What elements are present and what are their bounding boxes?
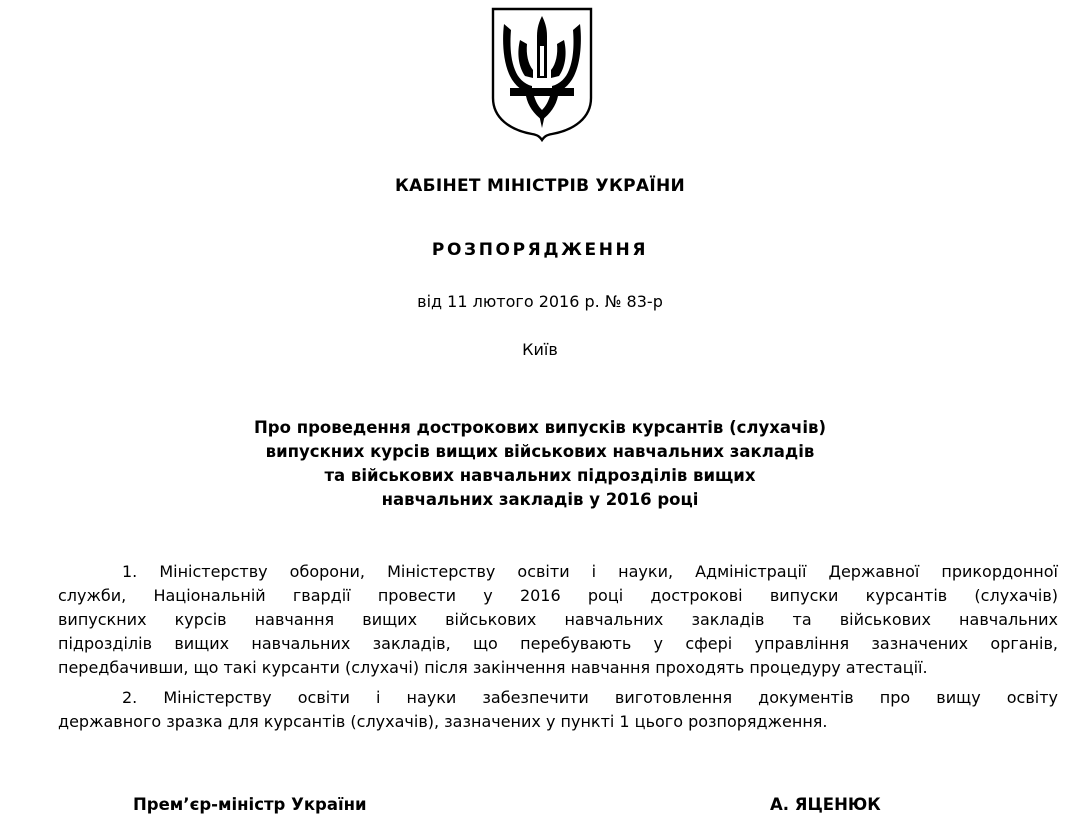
title-line: випускних курсів вищих військових навчальних закладів (265, 442, 815, 461)
trident-coat-of-arms-icon (490, 6, 594, 142)
title-line: навчальних закладів у 2016 році (381, 490, 699, 509)
paragraph-line: 1. Міністерству оборони, Міністерству освіти і науки, Адміністрації Державної прикордонної (122, 562, 1058, 581)
paragraph-1 (58, 560, 1058, 680)
paragraph-line: служби, Національній гвардії провести у 2016 році дострокові випуски курсантів (слухачів) (58, 586, 1058, 605)
date-and-number: від 11 лютого 2016 р. № 83-р (417, 292, 663, 311)
paragraph-line: підрозділів вищих навчальних закладів, що перебувають у сфері управління зазначених органів, (58, 634, 1058, 653)
issuing-authority: КАБІНЕТ МІНІСТРІВ УКРАЇНИ (394, 176, 686, 196)
paragraph-line: 2. Міністерству освіти і науки забезпечити виготовлення документів про вищу освіту (122, 688, 1058, 707)
document-title (140, 416, 940, 512)
signatory-name: А. ЯЦЕНЮК (770, 795, 881, 814)
document-body (58, 560, 1058, 740)
title-line: Про проведення дострокових випусків курсантів (слухачів) (254, 418, 826, 437)
city: Київ (522, 340, 558, 359)
paragraph-line: державного зразка для курсантів (слухачів), зазначених у пункті 1 цього розпорядження. (58, 712, 828, 731)
signatory-position: Прем’єр-міністр України (133, 795, 367, 814)
title-line: та військових навчальних підрозділів вищих (324, 466, 756, 485)
paragraph-2 (58, 686, 1058, 734)
paragraph-line: передбачивши, що такі курсанти (слухачі) після закінчення навчання проходять процедуру атестації. (58, 658, 928, 677)
paragraph-line: випускних курсів навчання вищих військових навчальних закладів та військових навчальних (58, 610, 1058, 629)
document-type: РОЗПОРЯДЖЕННЯ (431, 240, 649, 260)
